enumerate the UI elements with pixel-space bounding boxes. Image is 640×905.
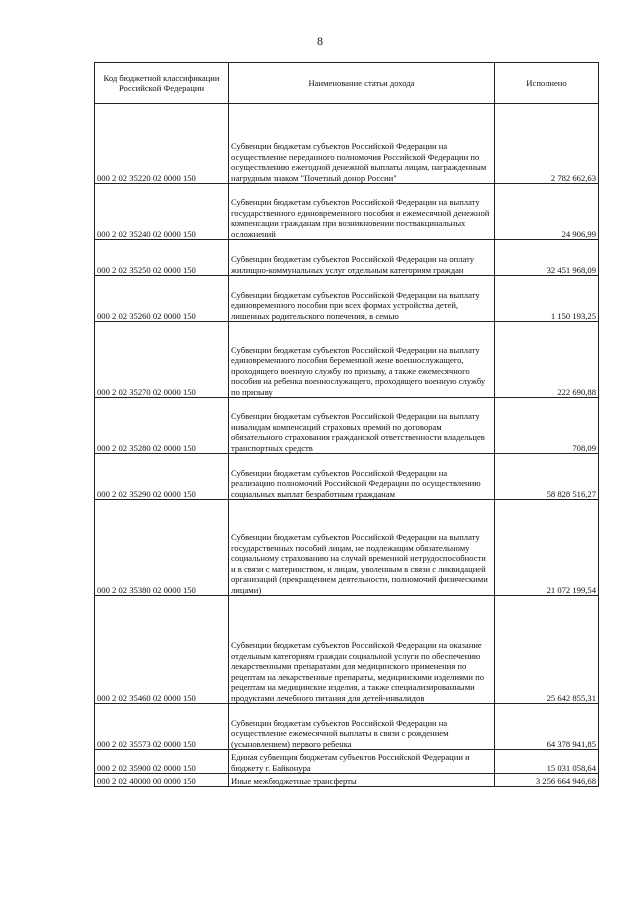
table-row xyxy=(95,774,599,787)
table-row xyxy=(95,454,599,500)
header-code: Код бюджетной классификации Российской Федерации xyxy=(95,63,229,104)
table-row xyxy=(95,240,599,276)
row-name: Иные межбюджетные трансферты xyxy=(229,774,495,787)
row-code: 000 2 02 40000 00 0000 150 xyxy=(95,774,229,787)
row-amount: 58 828 516,27 xyxy=(495,454,599,500)
row-code: 000 2 02 35460 02 0000 150 xyxy=(95,596,229,704)
row-code: 000 2 02 35900 02 0000 150 xyxy=(95,750,229,774)
row-code: 000 2 02 35270 02 0000 150 xyxy=(95,322,229,398)
row-amount: 1 150 193,25 xyxy=(495,276,599,322)
row-name: Субвенции бюджетам субъектов Российской Федерации на оплату жилищно-коммунальных услуг отдельным категориям граждан xyxy=(229,240,495,276)
row-code: 000 2 02 35290 02 0000 150 xyxy=(95,454,229,500)
row-amount: 21 072 199,54 xyxy=(495,500,599,596)
row-code: 000 2 02 35573 02 0000 150 xyxy=(95,704,229,750)
row-amount: 24 906,99 xyxy=(495,184,599,240)
row-code: 000 2 02 35260 02 0000 150 xyxy=(95,276,229,322)
row-name: Субвенции бюджетам субъектов Российской Федерации на реализацию полномочий Российской Федерации по осуществлению социальных выплат безработным гражданам xyxy=(229,454,495,500)
table-row xyxy=(95,322,599,398)
table-row xyxy=(95,750,599,774)
row-amount: 25 642 855,31 xyxy=(495,596,599,704)
row-name: Субвенции бюджетам субъектов Российской Федерации на выплату инвалидам компенсаций страховых премий по договорам обязательного страхования гражданской ответственности владельцев транспортных средств xyxy=(229,398,495,454)
row-name: Субвенции бюджетам субъектов Российской Федерации на выплату государственных пособий лицам, не подлежащим обязательному социальному страхованию на случай временной нетрудоспособности и в связи с материнством, и лицам, уволенным в связи с ликвидацией организаций (прекращением деятельности, полномочий физическими лицами) xyxy=(229,500,495,596)
row-code: 000 2 02 35280 02 0000 150 xyxy=(95,398,229,454)
row-amount: 708,09 xyxy=(495,398,599,454)
table-header-row xyxy=(95,63,599,104)
row-code: 000 2 02 35250 02 0000 150 xyxy=(95,240,229,276)
table-row xyxy=(95,500,599,596)
page-number: 8 xyxy=(317,34,323,48)
row-code: 000 2 02 35380 02 0000 150 xyxy=(95,500,229,596)
row-name: Субвенции бюджетам субъектов Российской Федерации на осуществление переданного полномочия Российской Федерации по осуществлению ежегодной денежной выплаты лицам, награжденным нагрудным знаком "Почетный донор России" xyxy=(229,104,495,184)
header-name: Наименование статьи дохода xyxy=(229,63,495,104)
row-name: Единая субвенция бюджетам субъектов Российской Федерации и бюджету г. Байконура xyxy=(229,750,495,774)
table-row xyxy=(95,184,599,240)
header-amount: Исполнено xyxy=(495,63,599,104)
table-row xyxy=(95,596,599,704)
table-row xyxy=(95,704,599,750)
revenue-table xyxy=(94,62,599,787)
row-amount: 3 256 664 946,68 xyxy=(495,774,599,787)
table-row xyxy=(95,276,599,322)
row-amount: 15 031 058,64 xyxy=(495,750,599,774)
row-name: Субвенции бюджетам субъектов Российской Федерации на выплату единовременного пособия при всех формах устройства детей, лишенных родительского попечения, в семью xyxy=(229,276,495,322)
row-name: Субвенции бюджетам субъектов Российской Федерации на выплату государственного единовременного пособия и ежемесячной денежной компенсации гражданам при возникновении поствакцинальных осложнений xyxy=(229,184,495,240)
row-code: 000 2 02 35240 02 0000 150 xyxy=(95,184,229,240)
table-row xyxy=(95,398,599,454)
row-amount: 222 690,88 xyxy=(495,322,599,398)
row-amount: 2 782 662,63 xyxy=(495,104,599,184)
row-amount: 32 451 968,09 xyxy=(495,240,599,276)
table-row xyxy=(95,104,599,184)
row-name: Субвенции бюджетам субъектов Российской Федерации на выплату единовременного пособия беременной жене военнослужащего, проходящего военную службу по призыву, а также ежемесячного пособия на ребенка военнослужащего, проходящего военную службу по призыву xyxy=(229,322,495,398)
row-code: 000 2 02 35220 02 0000 150 xyxy=(95,104,229,184)
row-amount: 64 378 941,85 xyxy=(495,704,599,750)
row-name: Субвенции бюджетам субъектов Российской Федерации на осуществление ежемесячной выплаты в связи с рождением (усыновлением) первого ребенка xyxy=(229,704,495,750)
row-name: Субвенции бюджетам субъектов Российской Федерации на оказание отдельным категориям граждан социальной услуги по обеспечению лекарственными препаратами для медицинского применения по рецептам на лекарственные препараты, медицинскими изделиями по рецептам на медицинские изделия, а также специализированными продуктами лечебного питания для детей-инвалидов xyxy=(229,596,495,704)
